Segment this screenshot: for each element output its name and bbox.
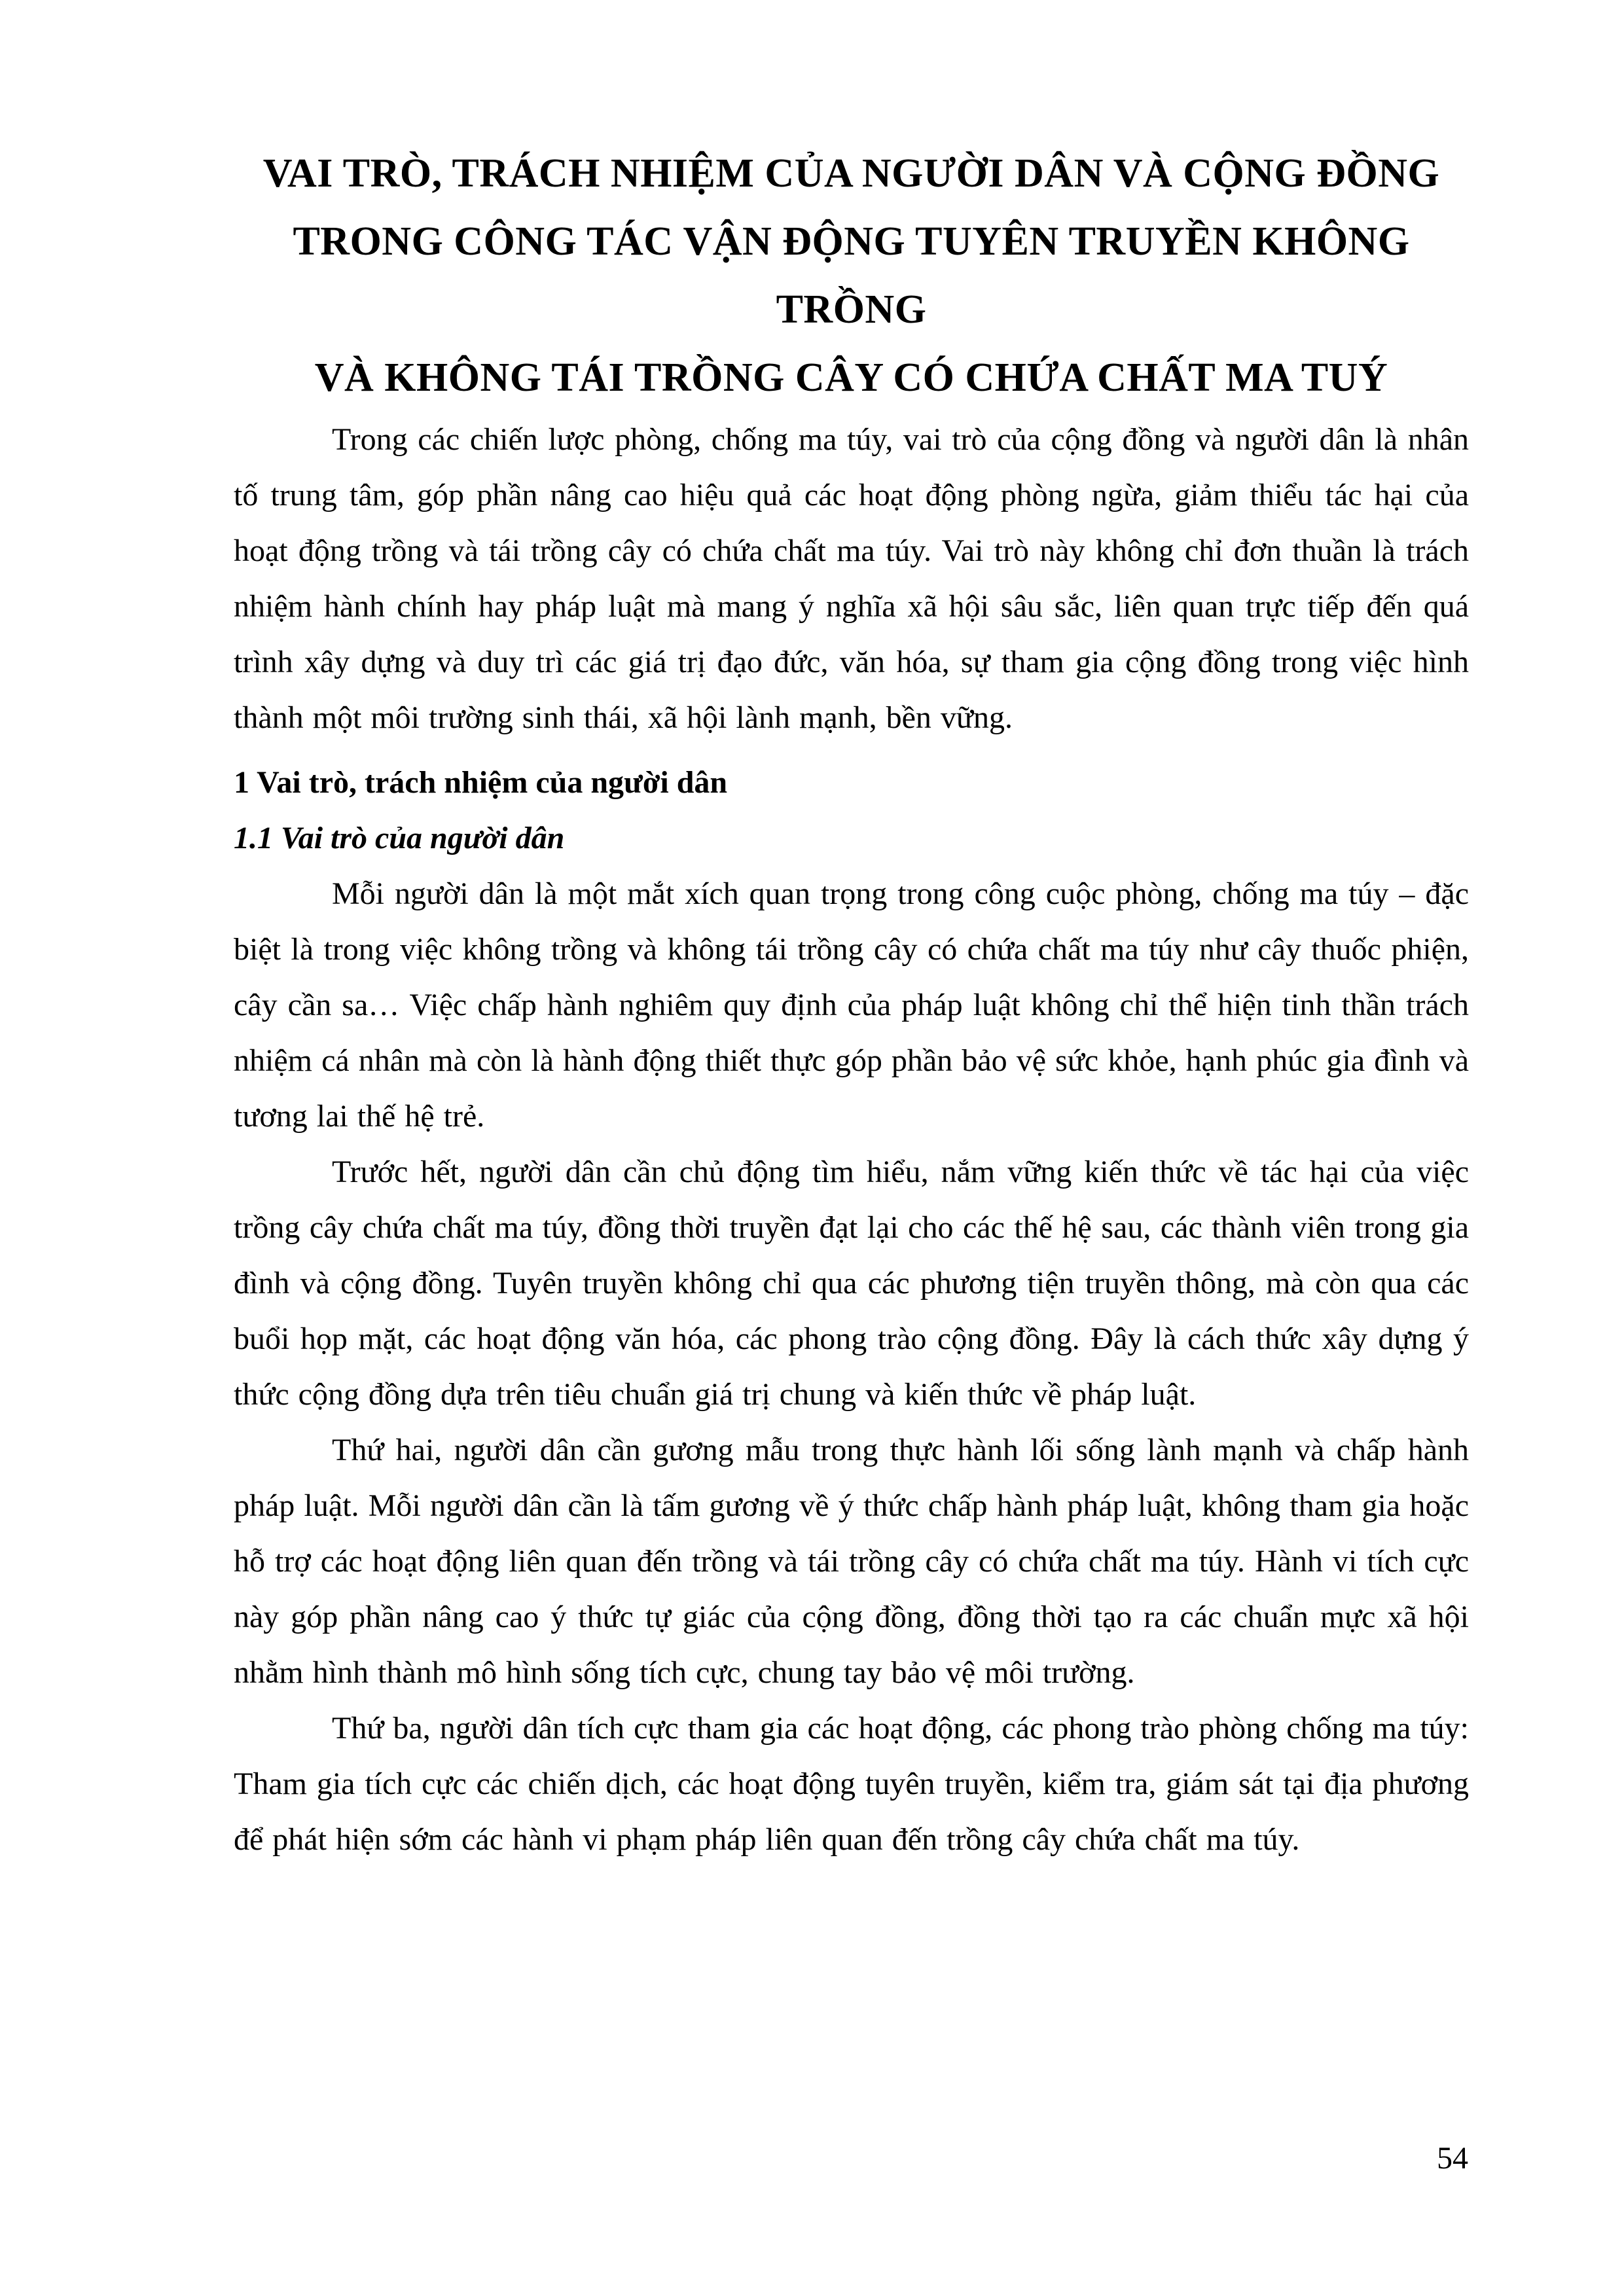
body-paragraph-4: Thứ ba, người dân tích cực tham gia các hoạt động, các phong trào phòng chống ma túy: Tham gia tích cực các chiến dịch, các hoạt động tuyên truyền, kiểm tra, giám sát tại địa phương để phát hiện sớm các hành vi phạm pháp liên quan đến trồng cây chứa chất ma túy.: [234, 1711, 1469, 1857]
title-line-1: VAI TRÒ, TRÁCH NHIỆM CỦA NGƯỜI DÂN VÀ CỘNG ĐỒNG: [262, 151, 1440, 196]
section-heading: 1 Vai trò, trách nhiệm của người dân: [234, 765, 728, 800]
body-paragraph-3: Thứ hai, người dân cần gương mẫu trong thực hành lối sống lành mạnh và chấp hành pháp luật. Mỗi người dân cần là tấm gương về ý thức chấp hành pháp luật, không tham gia hoặc hỗ trợ các hoạt động liên quan đến trồng và tái trồng cây có chứa chất ma túy. Hành vi tích cực này góp phần nâng cao ý thức tự giác của cộng đồng, đồng thời tạo ra các chuẩn mực xã hội nhằm hình thành mô hình sống tích cực, chung tay bảo vệ môi trường.: [234, 1433, 1469, 1690]
subsection-heading: 1.1 Vai trò của người dân: [234, 821, 565, 855]
intro-paragraph: Trong các chiến lược phòng, chống ma túy, vai trò của cộng đồng và người dân là nhân tố trung tâm, góp phần nâng cao hiệu quả các hoạt động phòng ngừa, giảm thiểu tác hại của hoạt động trồng và tái trồng cây có chứa chất ma túy. Vai trò này không chỉ đơn thuần là trách nhiệm hành chính hay pháp luật mà mang ý nghĩa xã hội sâu sắc, liên quan trực tiếp đến quá trình xây dựng và duy trì các giá trị đạo đức, văn hóa, sự tham gia cộng đồng trong việc hình thành một môi trường sinh thái, xã hội lành mạnh, bền vững.: [234, 422, 1469, 735]
body-paragraph-2: Trước hết, người dân cần chủ động tìm hiểu, nắm vững kiến thức về tác hại của việc trồng cây chứa chất ma túy, đồng thời truyền đạt lại cho các thế hệ sau, các thành viên trong gia đình và cộng đồng. Tuyên truyền không chỉ qua các phương tiện truyền thông, mà còn qua các buổi họp mặt, các hoạt động văn hóa, các phong trào cộng đồng. Đây là cách thức xây dựng ý thức cộng đồng dựa trên tiêu chuẩn giá trị chung và kiến thức về pháp luật.: [234, 1155, 1469, 1412]
body-paragraph-1: Mỗi người dân là một mắt xích quan trọng trong công cuộc phòng, chống ma túy – đặc biệt là trong việc không trồng và không tái trồng cây có chứa chất ma túy như cây thuốc phiện, cây cần sa… Việc chấp hành nghiêm quy định của pháp luật không chỉ thể hiện tinh thần trách nhiệm cá nhân mà còn là hành động thiết thực góp phần bảo vệ sức khỏe, hạnh phúc gia đình và tương lai thế hệ trẻ.: [234, 876, 1469, 1134]
title-line-3: VÀ KHÔNG TÁI TRỒNG CÂY CÓ CHỨA CHẤT MA TUÝ: [314, 355, 1388, 400]
document-title: [234, 139, 1469, 412]
title-line-2: TRONG CÔNG TÁC VẬN ĐỘNG TUYÊN TRUYỀN KHÔNG TRỒNG: [293, 219, 1410, 332]
page-content: [234, 0, 1469, 1867]
page-number: 54: [1437, 2141, 1468, 2176]
